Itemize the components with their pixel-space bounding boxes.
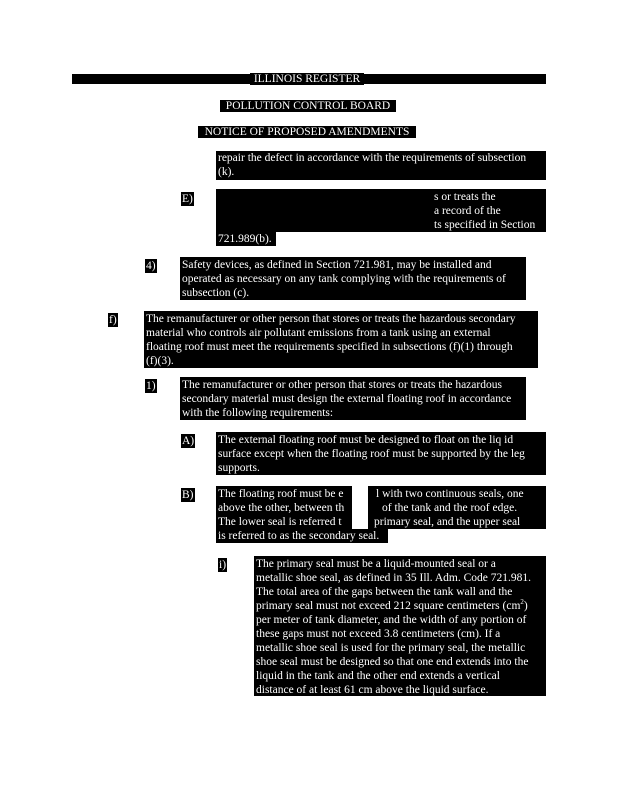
para-i-block bbox=[254, 556, 546, 696]
para-f-label: f) bbox=[109, 314, 117, 326]
para-e-block bbox=[216, 189, 546, 232]
para-b-line-2-right: of the tank and the roof edge. bbox=[382, 502, 518, 514]
para-i-line-6: these gaps must not exceed 3.8 centimeters (cm). If a bbox=[256, 628, 501, 640]
para-f-line-4: (f)(3). bbox=[146, 355, 174, 367]
para-k-line-2: (k). bbox=[218, 166, 235, 178]
para-b-line-3-right: primary seal, and the upper seal bbox=[374, 516, 521, 528]
para-e-right-2: a record of the bbox=[434, 205, 501, 217]
para-e-right-1: s or treats the bbox=[434, 191, 496, 203]
para-4-block bbox=[180, 257, 526, 300]
para-4-label: 4) bbox=[146, 260, 156, 272]
para-i-line-7: metallic shoe seal is used for the primary seal, the metallic bbox=[256, 642, 526, 654]
para-i-line-4-sup: 2 bbox=[520, 598, 524, 607]
para-a-line-1: The external floating roof must be designed to float on the liq id bbox=[218, 434, 514, 446]
para-f-line-2: material who controls air pollutant emissions from a tank using an external bbox=[146, 327, 491, 339]
board-title: POLLUTION CONTROL BOARD bbox=[220, 100, 396, 112]
para-4-line-1: Safety devices, as defined in Section 721.981, may be installed and bbox=[182, 259, 492, 271]
para-1-line-2: secondary material must design the external floating roof in accordance bbox=[182, 393, 512, 405]
para-a-label: A) bbox=[182, 435, 195, 447]
para-e-label: E) bbox=[182, 193, 193, 205]
para-b-left-block bbox=[216, 486, 352, 529]
para-b-line-3-left: The lower seal is referred t bbox=[218, 516, 342, 528]
para-i-label: i) bbox=[219, 559, 227, 571]
para-i-line-4 bbox=[256, 599, 528, 613]
para-a-block bbox=[216, 432, 546, 475]
para-e-right-3: ts specified in Section bbox=[434, 219, 536, 231]
para-f-line-3: floating roof must meet the requirements specified in subsections (f)(1) through bbox=[146, 341, 513, 353]
para-i-line-5: per meter of tank diameter, and the width of any portion of bbox=[256, 614, 527, 626]
para-i-line-10: distance of at least 61 cm above the liquid surface. bbox=[256, 684, 489, 696]
para-1-line-3: with the following requirements: bbox=[182, 407, 334, 419]
para-i-line-2: metallic shoe seal, as defined in 35 Ill. Adm. Code 721.981. bbox=[256, 572, 531, 584]
para-a-line-2: surface except when the floating roof must be supported by the leg bbox=[218, 448, 525, 460]
para-1-line-1: The remanufacturer or other person that stores or treats the hazardous bbox=[182, 379, 502, 391]
para-f-line-1: The remanufacturer or other person that stores or treats the hazardous secondary bbox=[146, 313, 516, 325]
para-4-line-3: subsection (c). bbox=[182, 287, 250, 299]
para-i-line-1: The primary seal must be a liquid-mounted seal or a bbox=[256, 558, 496, 570]
notice-title: NOTICE OF PROPOSED AMENDMENTS bbox=[198, 126, 416, 138]
para-e-last bbox=[216, 232, 276, 246]
para-b-line-1-left: The floating roof must be e bbox=[218, 488, 344, 500]
para-b-last bbox=[216, 529, 388, 543]
para-b-line-2-left: above the other, between th bbox=[218, 502, 345, 514]
para-i-line-4-main: primary seal must not exceed 212 square centimeters (cm bbox=[256, 600, 521, 612]
para-e-last-line: 721.989(b). bbox=[218, 233, 272, 245]
para-f-block bbox=[144, 311, 538, 368]
para-i-line-4-end: ) bbox=[523, 600, 528, 612]
para-b-line-4: is referred to as the secondary seal. bbox=[218, 530, 380, 542]
para-i-line-8: shoe seal must be designed so that one end extends into the bbox=[256, 656, 529, 668]
para-1-label: 1) bbox=[146, 380, 156, 392]
para-k-continuation bbox=[216, 151, 546, 180]
para-b-right-block bbox=[368, 486, 546, 529]
para-b-line-1-right: l with two continuous seals, one bbox=[376, 488, 524, 500]
para-k-line-1: repair the defect in accordance with the requirements of subsection bbox=[218, 152, 527, 164]
para-b-label: B) bbox=[182, 489, 194, 501]
register-title: ILLINOIS REGISTER bbox=[250, 73, 364, 85]
para-i-line-9: liquid in the tank and the other end extends a vertical bbox=[256, 670, 500, 682]
para-a-line-3: supports. bbox=[218, 462, 260, 474]
para-i-line-3: The total area of the gaps between the tank wall and the bbox=[256, 586, 513, 598]
para-1-block bbox=[180, 377, 526, 420]
para-4-line-2: operated as necessary on any tank complying with the requirements of bbox=[182, 273, 506, 285]
